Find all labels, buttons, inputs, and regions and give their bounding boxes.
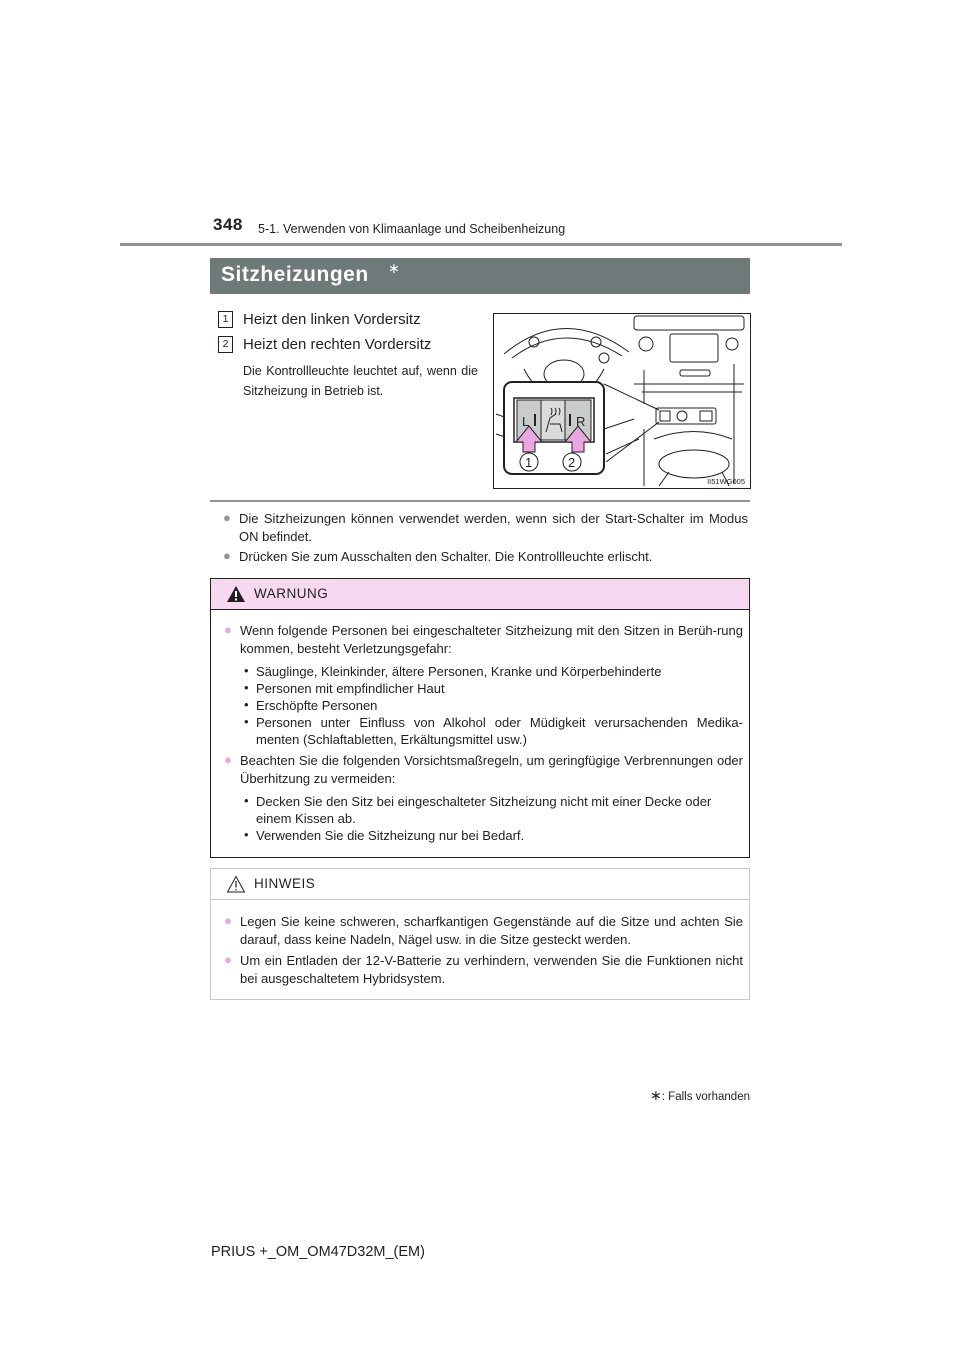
bullet-marker: ●: [223, 548, 231, 563]
warning-subitem: Säuglinge, Kleinkinder, ältere Personen, Kranke und Körperbehinderte: [256, 664, 662, 679]
callout-2: 2: [568, 455, 576, 470]
section-title-bar: [210, 258, 750, 294]
footnote: [600, 1087, 750, 1104]
breadcrumb: 5-1. Verwenden von Klimaanlage und Scheibenheizung: [258, 222, 566, 236]
warning-triangle-icon: [226, 585, 246, 603]
warning-subitem: Erschöpfte Personen: [256, 698, 378, 713]
caution-triangle-icon: [226, 875, 246, 893]
footer-code: PRIUS +_OM_OM47D32M_(EM): [211, 1244, 425, 1260]
seat-heater-symbol-panel: [541, 400, 565, 440]
warning-box: WARNUNG ● Wenn folgende Personen bei eingeschalteter Sitzheizung mit den Sitzen in Berüh-rung kommen, besteht Verletzungsgefahr: • Säuglinge, Kleinkinder, ältere Personen, Kranke und Körperbehinderte • Personen mit empfindlicher Haut • Erschöpfte Personen • Personen unter Einfluss von Alkohol oder Müdigkeit verursachenden Medika-menten (Schlaftabletten, Erkältungsmittel usw.) ● Beachten Sie die folgenden Vorsichtsmaßregeln, um geringfügige Verbrennungen oder Überhitzung zu vermeiden: • Decken Sie den Sitz bei eingeschalteter Sitzheizung nicht mit einer Decke oder einem Kissen ab. • Verwenden Sie die Sitzheizung nur bei Bedarf.: [210, 578, 750, 858]
header-rule: [120, 243, 842, 246]
section-divider: [210, 500, 750, 502]
notice-title: HINWEIS: [254, 876, 316, 891]
bullet-text-2: Drücken Sie zum Ausschalten den Schalter. Die Kontrollleuchte erlischt.: [239, 549, 653, 564]
warning-subitem: Decken Sie den Sitz bei eingeschalteter Sitzheizung nicht mit einer Decke oder einem Kissen ab.: [256, 794, 712, 826]
item-number-2: 2: [218, 336, 233, 353]
notice-box: [210, 868, 750, 1000]
dashboard-drawing: [494, 314, 750, 488]
warning-point-2: Beachten Sie die folgenden Vorsichtsmaßregeln, um geringfügige Verbrennungen oder Überhitzung zu vermeiden:: [240, 753, 743, 786]
button-label-left: L: [522, 414, 530, 429]
button-label-right: R: [576, 414, 586, 429]
footnote-asterisk: ∗: [650, 1087, 662, 1103]
notice-point-1: Legen Sie keine schweren, scharfkantigen Gegenstände auf die Sitze und achten Sie darauf, dass keine Nadeln, Nägel usw. in die Sitze gesteckt werden.: [240, 914, 743, 947]
callout-1: 1: [525, 455, 533, 470]
section-asterisk: ∗: [388, 260, 400, 276]
warning-subitem: Personen unter Einfluss von Alkohol oder Müdigkeit verursachenden Medika-menten (Schlaftabletten, Erkältungsmittel usw.): [256, 715, 743, 747]
bullet-text-1: Die Sitzheizungen können verwendet werden, wenn sich der Start-Schalter im Modus ON befindet.: [239, 511, 748, 544]
item-text-2: Heizt den rechten Vordersitz: [243, 336, 432, 353]
bullet-marker: ●: [223, 510, 231, 525]
notice-header: [211, 869, 749, 900]
bullet-marker: ●: [224, 952, 232, 967]
bullet-marker: ●: [224, 622, 232, 637]
warning-title: WARNUNG: [254, 586, 329, 601]
warning-point-1: Wenn folgende Personen bei eingeschalteter Sitzheizung mit den Sitzen in Berüh-rung kommen, besteht Verletzungsgefahr:: [240, 623, 743, 656]
item-number-1: 1: [218, 311, 233, 328]
warning-header: [211, 579, 749, 610]
bullet-marker: ●: [224, 752, 232, 767]
warning-subitem: Personen mit empfindlicher Haut: [256, 681, 445, 696]
footnote-text: : Falls vorhanden: [661, 1091, 750, 1103]
page-number: 348: [213, 215, 243, 234]
bullet-marker: ●: [224, 913, 232, 928]
item-text-1: Heizt den linken Vordersitz: [243, 311, 421, 328]
warning-subitem: Verwenden Sie die Sitzheizung nur bei Bedarf.: [256, 828, 525, 843]
section-title: Sitzheizungen: [221, 263, 369, 286]
figure-code: II51WG005: [707, 477, 745, 486]
item-note: Die Kontrollleuchte leuchtet auf, wenn die Sitzheizung in Betrieb ist.: [243, 364, 478, 398]
seat-heater-switch-illustration: [493, 313, 751, 489]
notice-point-2: Um ein Entladen der 12-V-Batterie zu verhindern, verwenden Sie die Funktionen nicht bei ausgeschaltetem Hybridsystem.: [240, 953, 743, 986]
